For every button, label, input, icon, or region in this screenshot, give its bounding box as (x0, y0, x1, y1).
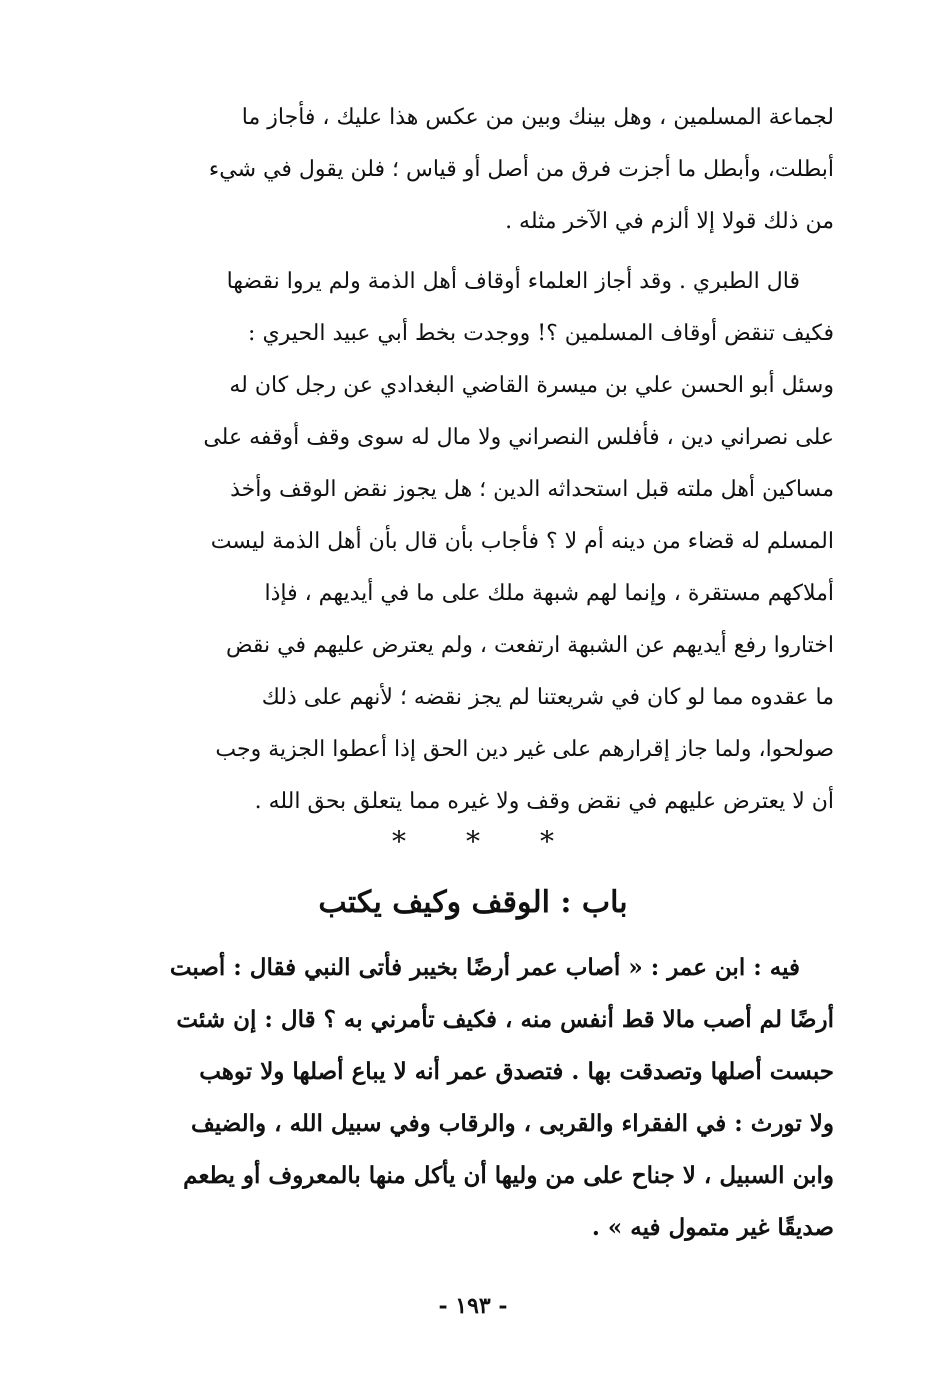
asterisk-ornament: * (392, 825, 406, 858)
page-number: - ١٩٣ - (438, 1293, 508, 1319)
section-divider (0, 822, 946, 862)
asterisk-ornament: * (466, 825, 480, 858)
chapter-heading: باب : الوقف وكيف يكتب (318, 885, 628, 920)
paragraph-text: فيه : ابن عمر : « أصاب عمر أرضًا بخيبر فأتى النبي فقال : أصبت أرضًا لم أصب مالا قط أنفس منه ، فكيف تأمرني به ؟ قال : إن شئت حبست أصلها وتصدقت بها . فتصدق عمر أنه لا يباع أصلها ولا توهب ولا تورث : في الفقراء والقربى ، والرقاب وفي سبيل الله ، والضيف وابن السبيل ، لا جناح على من وليها أن يأكل منها بالمعروف أو يطعم صديقًا غير متمول فيه » . (169, 954, 834, 1241)
asterisk-ornament: * (540, 825, 554, 858)
paragraph-continuation (150, 92, 834, 248)
hadith-paragraph (150, 942, 834, 1254)
paragraph-text: لجماعة المسلمين ، وهل بينك وبين من عكس هذا عليك ، فأجاز ما أبطلت، وأبطل ما أجزت فرق من أصل أو قياس ؛ فلن يقول في شيء من ذلك قولا إلا ألزم في الآخر مثله . (208, 105, 834, 234)
paragraph-tabari (150, 256, 834, 828)
paragraph-text: قال الطبري . وقد أجاز العلماء أوقاف أهل الذمة ولم يروا نقضها فكيف تنقض أوقاف المسلمين ؟! ووجدت بخط أبي عبيد الحيري : وسئل أبو الحسن علي بن ميسرة القاضي البغدادي عن رجل كان له على نصراني دين ، فأفلس النصراني ولا مال له سوى وقف أوقفه على مساكين أهل ملته قبل استحداثه الدين ؛ هل يجوز نقض الوقف وأخذ المسلم له قضاء من دينه أم لا ؟ فأجاب بأن قال بأن أهل الذمة ليست أملاكهم مستقرة ، وإنما لهم شبهة ملك على ما في أيديهم ، فإذا اختاروا رفع أيديهم عن الشبهة ارتفعت ، ولم يعترض عليهم في نقض ما عقدوه مما لو كان في شريعتنا لم يجز نقضه ؛ لأنهم على ذلك صولحوا، ولما جاز إقرارهم على غير دين الحق إذا أعطوا الجزية وجب أن لا يعترض عليهم في نقض وقف ولا غيره مما يتعلق بحق الله . (203, 269, 834, 814)
